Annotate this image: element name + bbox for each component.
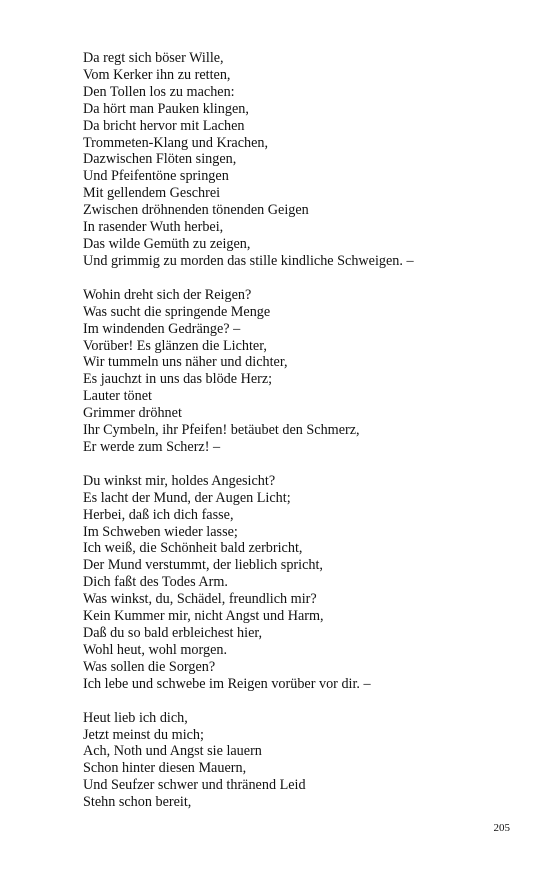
- poem-line: Ach, Noth und Angst sie lauern: [83, 743, 262, 760]
- poem-line: Ich lebe und schwebe im Reigen vorüber vor dir. –: [83, 675, 371, 692]
- poem-line: Es lacht der Mund, der Augen Licht;: [83, 489, 291, 506]
- poem-line: Wohl heut, wohl morgen.: [83, 641, 228, 658]
- poem-line: Herbei, daß ich dich fasse,: [83, 506, 234, 523]
- poem-line: Was sucht die springende Menge: [83, 303, 271, 320]
- poem-line: Vom Kerker ihn zu retten,: [83, 66, 231, 83]
- poem-line: Daß du so bald erbleichest hier,: [83, 625, 263, 641]
- poem-line: Das wilde Gemüth zu zeigen,: [83, 235, 251, 252]
- poem-line: Er werde zum Scherz! –: [83, 438, 221, 455]
- poem-line: Grimmer dröhnet: [83, 405, 182, 422]
- poem-line: Ich weiß, die Schönheit bald zerbricht,: [83, 540, 303, 557]
- poem-line: Stehn schon bereit,: [83, 794, 192, 811]
- poem-line: Vorüber! Es glänzen die Lichter,: [83, 337, 267, 354]
- poem-line: Wohin dreht sich der Reigen?: [83, 286, 252, 303]
- poem-line: Was winkst, du, Schädel, freundlich mir?: [83, 591, 317, 608]
- poem-line: Dazwischen Flöten singen,: [83, 151, 237, 168]
- poem-body: [83, 50, 523, 828]
- poem-line: Der Mund verstummt, der lieblich spricht,: [83, 557, 323, 574]
- poem-line: In rasender Wuth herbei,: [83, 219, 224, 236]
- poem-line: Da bricht hervor mit Lachen: [83, 117, 245, 134]
- poem-line: Und Pfeifentöne springen: [83, 168, 229, 185]
- poem-line: Dich faßt des Todes Arm.: [83, 574, 228, 591]
- stanza: [83, 50, 523, 270]
- poem-line: Du winkst mir, holdes Angesicht?: [83, 472, 276, 489]
- poem-line: Und grimmig zu morden das stille kindliche Schweigen. –: [83, 252, 414, 269]
- poem-line: Jetzt meinst du mich;: [83, 726, 204, 743]
- poem-line: Wir tummeln uns näher und dichter,: [83, 354, 288, 371]
- poem-line: Und Seufzer schwer und thränend Leid: [83, 777, 306, 794]
- poem-line: Im Schweben wieder lasse;: [83, 523, 238, 540]
- poem-line: Mit gellendem Geschrei: [83, 185, 221, 202]
- poem-line: Zwischen dröhnenden tönenden Geigen: [83, 202, 309, 219]
- poem-line: Den Tollen los zu machen:: [83, 83, 235, 100]
- poem-line: Ihr Cymbeln, ihr Pfeifen! betäubet den Schmerz,: [83, 422, 360, 439]
- poem-line: Kein Kummer mir, nicht Angst und Harm,: [83, 608, 324, 625]
- poem-line: Heut lieb ich dich,: [83, 709, 188, 726]
- poem-line: Was sollen die Sorgen?: [83, 658, 216, 675]
- poem-line: Schon hinter diesen Mauern,: [83, 760, 247, 777]
- poem-line: Im windenden Gedränge? –: [83, 320, 241, 337]
- poem-line: Lauter tönet: [83, 388, 152, 405]
- stanza: [83, 287, 523, 456]
- poem-line: Da regt sich böser Wille,: [83, 50, 224, 66]
- stanza: [83, 473, 523, 693]
- poem-line: Es jauchzt in uns das blöde Herz;: [83, 371, 273, 388]
- stanza: [83, 710, 523, 811]
- poem-line: Da hört man Pauken klingen,: [83, 100, 249, 117]
- poem-line: Trommeten-Klang und Krachen,: [83, 134, 269, 151]
- page-number: 205: [493, 822, 510, 834]
